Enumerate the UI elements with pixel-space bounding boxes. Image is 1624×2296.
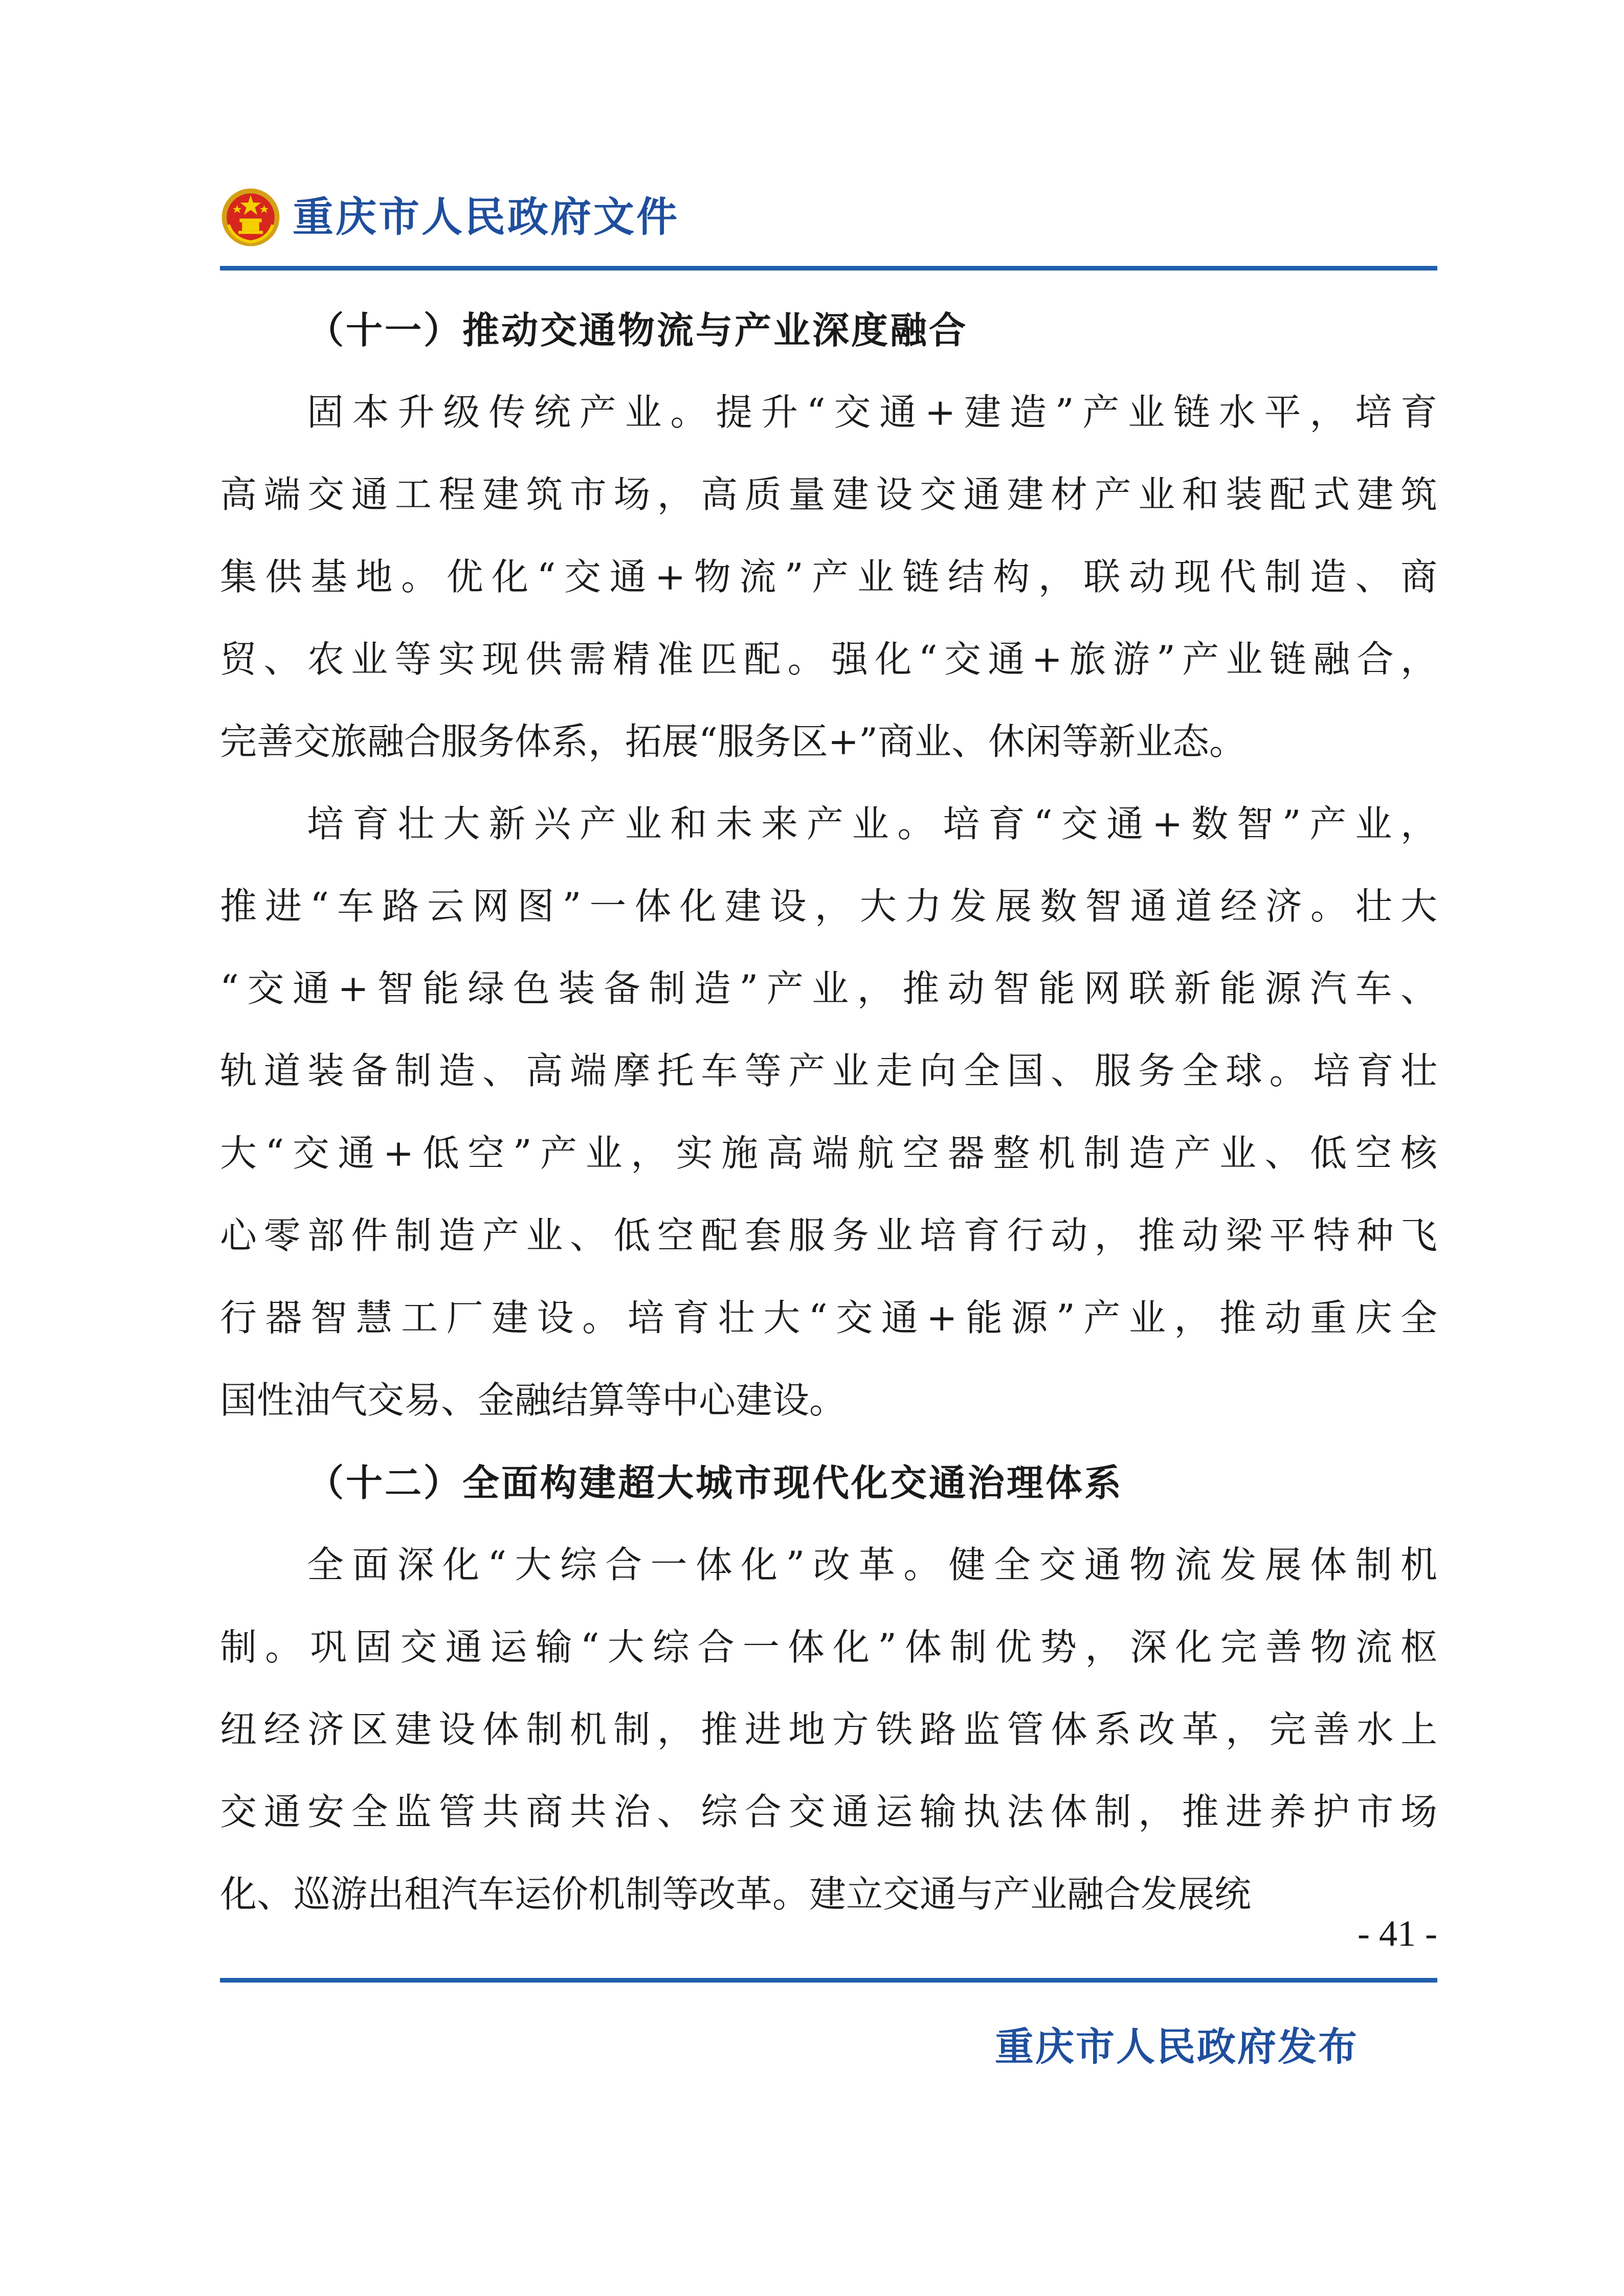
paragraph-line: 推进“车路云网图”一体化建设，大力发展数智通道经济。壮大 — [220, 885, 1437, 928]
footer-rule — [220, 1978, 1437, 1983]
paragraph-line: 国性油气交易、金融结算等中心建设。 — [220, 1379, 847, 1422]
paragraph-line: 轨道装备制造、高端摩托车等产业走向全国、服务全球。培育壮 — [220, 1049, 1437, 1092]
paragraph-line: 大“交通+低空”产业，实施高端航空器整机制造产业、低空核 — [220, 1132, 1437, 1175]
paragraph-line: 心零部件制造产业、低空配套服务业培育行动，推动梁平特种飞 — [220, 1214, 1437, 1257]
document-body — [220, 289, 1437, 1935]
paragraph-line: 交通安全监管共商共治、综合交通运输执法体制，推进养护市场 — [220, 1790, 1437, 1833]
header-title: 重庆市人民政府文件 — [293, 193, 679, 241]
paragraph-line: 完善交旅融合服务体系，拓展“服务区+”商业、休闲等新业态。 — [220, 720, 1246, 763]
header-rule — [220, 266, 1437, 271]
section-heading: （十二）全面构建超大城市现代化交通治理体系 — [307, 1461, 1124, 1504]
paragraph-line: 纽经济区建设体制机制，推进地方铁路监管体系改革，完善水上 — [220, 1708, 1437, 1751]
section-heading: （十一）推动交通物流与产业深度融合 — [307, 308, 968, 352]
paragraph-line: 贸、农业等实现供需精准匹配。强化“交通+旅游”产业链融合， — [220, 638, 1437, 681]
paragraph-line: 行器智慧工厂建设。培育壮大“交通+能源”产业，推动重庆全 — [220, 1296, 1437, 1339]
national-emblem-icon — [220, 187, 281, 248]
paragraph-line: 全面深化“大综合一体化”改革。健全交通物流发展体制机 — [307, 1543, 1437, 1586]
page-number: - 41 - — [1358, 1913, 1437, 1954]
paragraph-line: 集供基地。优化“交通+物流”产业链结构，联动现代制造、商 — [220, 555, 1437, 598]
paragraph-line: 化、巡游出租汽车运价机制等改革。建立交通与产业融合发展统 — [220, 1873, 1252, 1916]
paragraph-line: 培育壮大新兴产业和未来产业。培育“交通+数智”产业， — [307, 802, 1437, 845]
paragraph-line: “交通+智能绿色装备制造”产业，推动智能网联新能源汽车、 — [220, 967, 1437, 1010]
paragraph-line: 制。巩固交通运输“大综合一体化”体制优势，深化完善物流枢 — [220, 1626, 1437, 1669]
paragraph-line: 固本升级传统产业。提升“交通+建造”产业链水平，培育 — [307, 391, 1437, 434]
paragraph-line: 高端交通工程建筑市场，高质量建设交通建材产业和装配式建筑 — [220, 473, 1437, 516]
footer-publisher: 重庆市人民政府发布 — [995, 2024, 1359, 2069]
document-header — [220, 187, 679, 248]
